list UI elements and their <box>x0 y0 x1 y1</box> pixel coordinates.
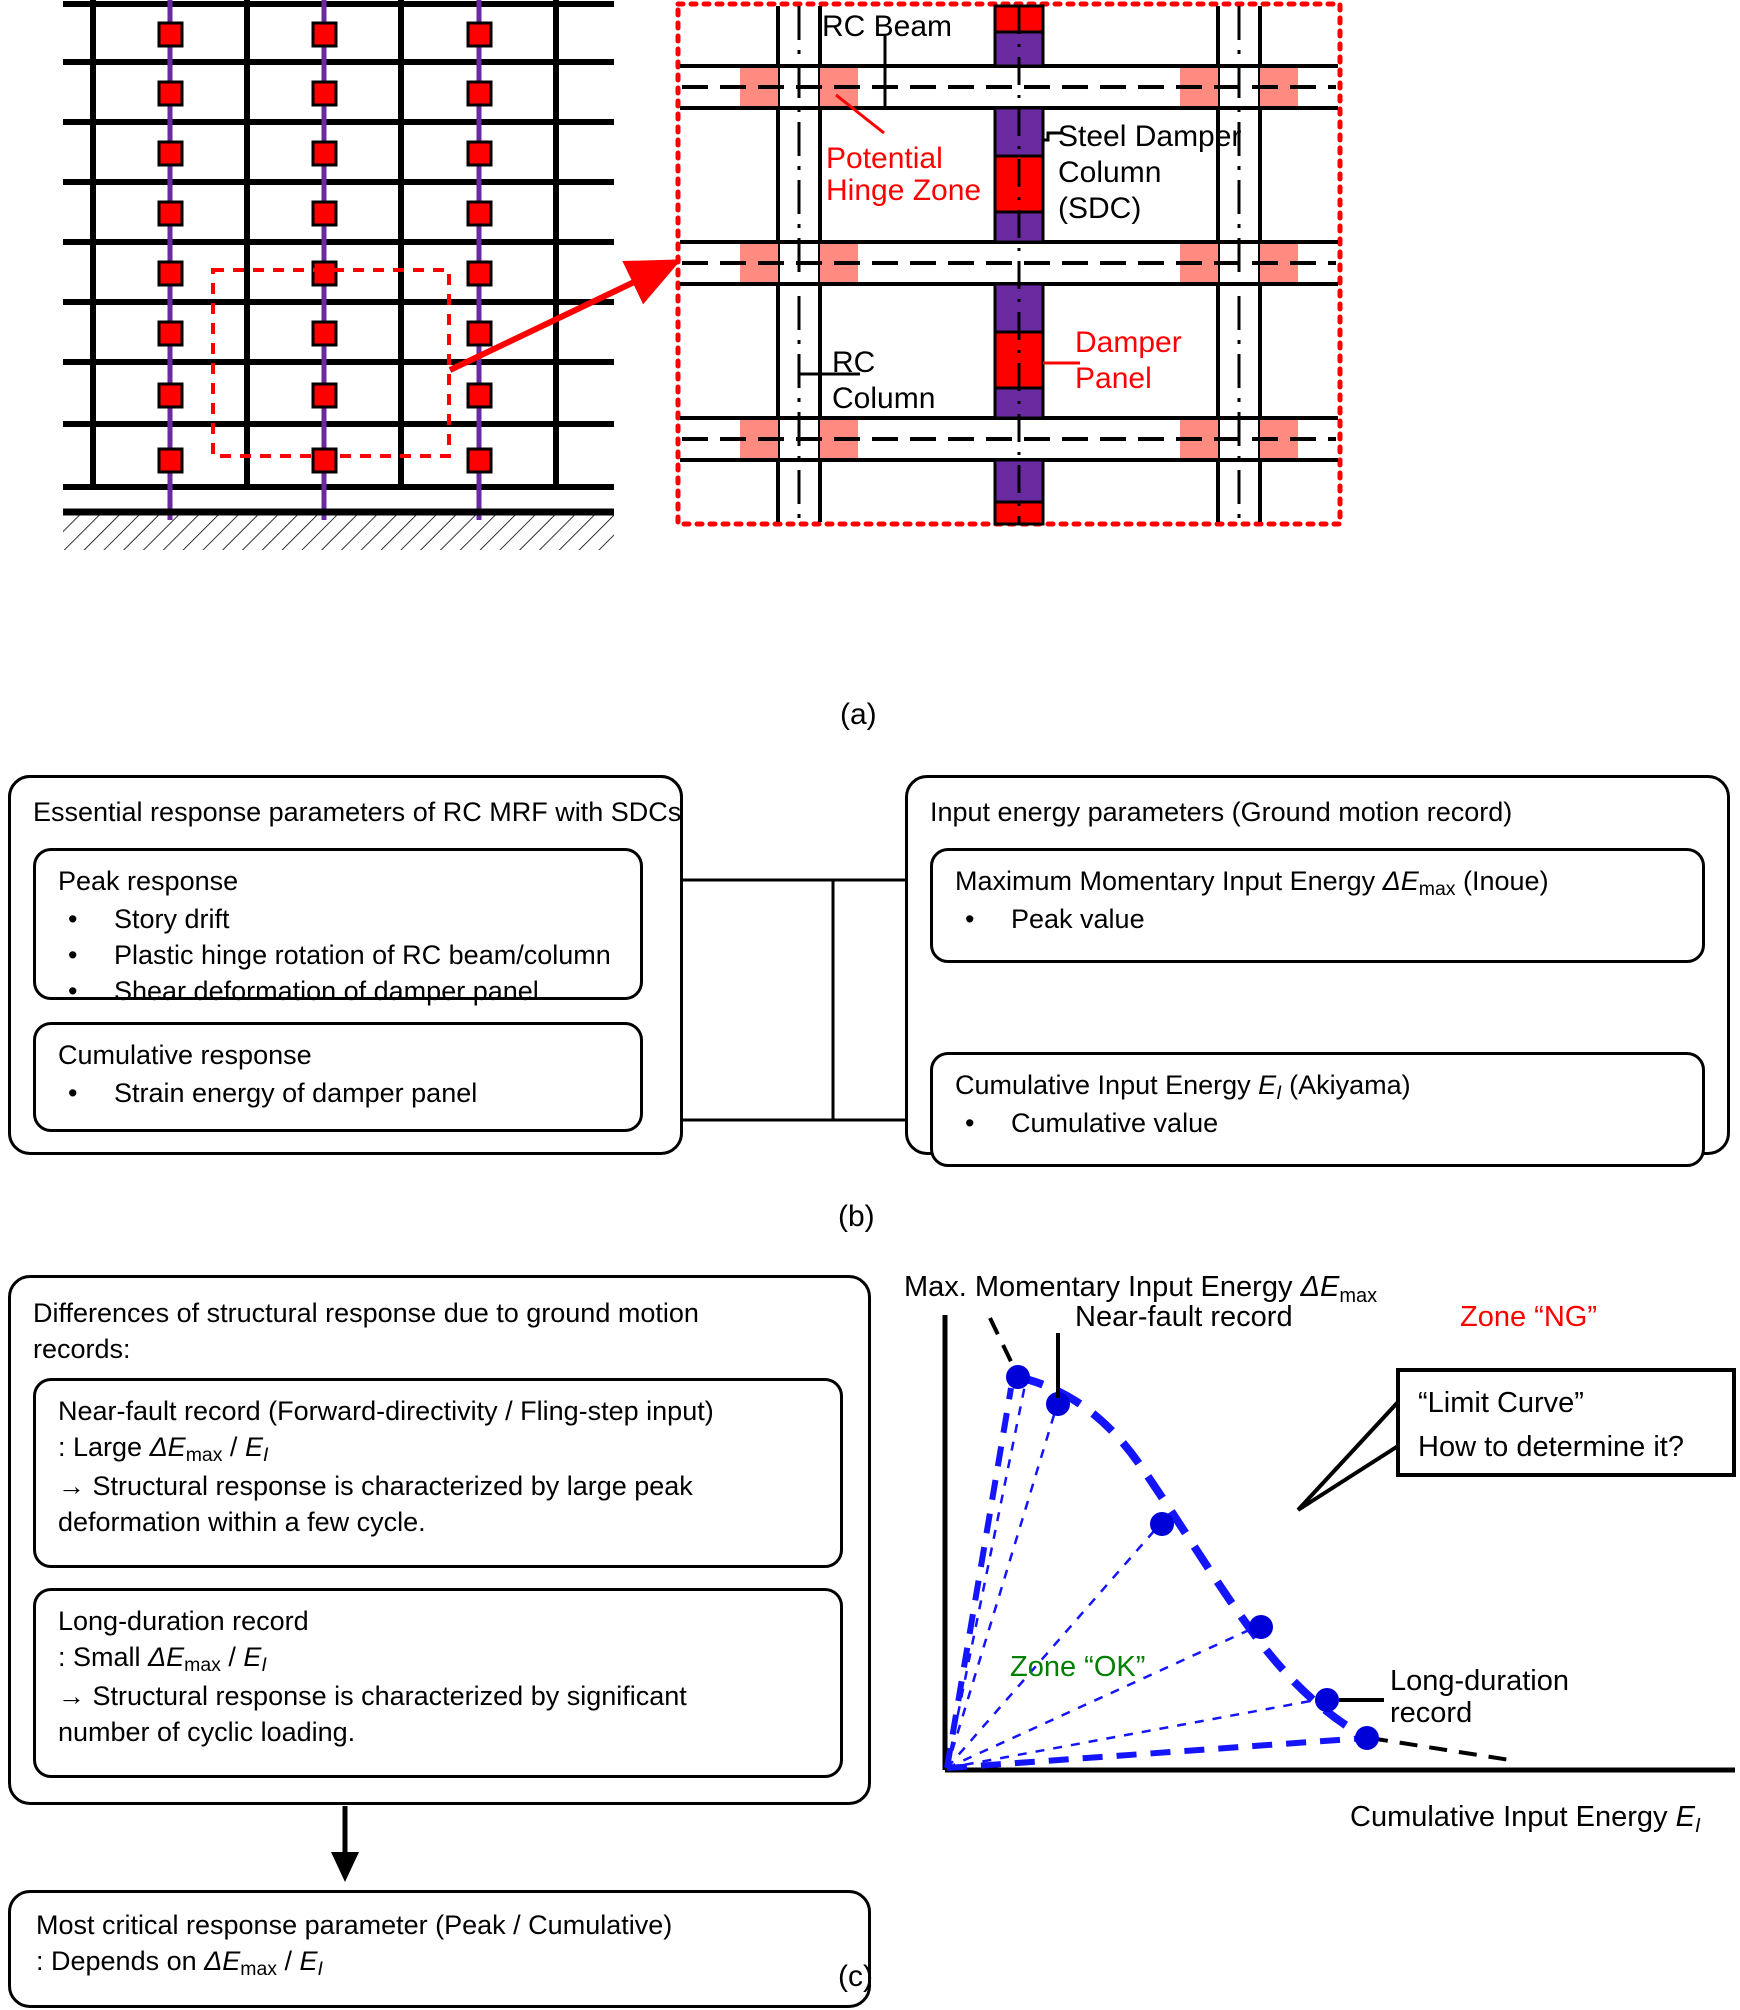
differences-title-line1: Differences of structural response due to ground motion <box>33 1298 699 1328</box>
bullet-icon: • <box>68 976 78 1007</box>
elevation-sdc-lines <box>170 0 479 520</box>
chart-x-axis-label <box>1350 1801 1701 1837</box>
ratio-sub-a: max <box>185 1444 223 1467</box>
ratio-mid: / <box>222 1432 245 1463</box>
differences-title-line2: records: <box>33 1334 131 1365</box>
elevation-beams <box>63 4 614 487</box>
sdc-label-line3: (SDC) <box>1058 192 1142 225</box>
ratio-pre: : Small <box>58 1642 149 1673</box>
bullet-icon: • <box>68 1078 78 1108</box>
rc-column-label-line2: Column <box>832 382 936 415</box>
sdc-label-line1: Steel Damper <box>1058 120 1242 153</box>
differences-title <box>33 1295 843 1367</box>
ylabel-sym: ΔE <box>1300 1271 1340 1303</box>
limit-curve-callout-line2: How to determine it? <box>1418 1431 1684 1463</box>
list-item-label: Plastic hinge rotation of RC beam/column <box>114 940 611 971</box>
bullet-icon: • <box>68 904 78 934</box>
max-momentary-energy-title <box>955 863 1549 902</box>
ratio-sym-a: ΔE <box>148 1642 185 1673</box>
near-fault-line2 <box>58 1429 828 1468</box>
near-fault-line4: deformation within a few cycle. <box>58 1507 426 1538</box>
panel-c-arrow <box>331 1806 359 1882</box>
chart-ray-upper-bound <box>947 1388 1011 1768</box>
long-duration-record-annotation-line1: Long-duration <box>1390 1665 1569 1697</box>
limit-curve-chart <box>890 1270 1740 1950</box>
max-momentary-items <box>955 901 1695 937</box>
chart-ray-lower-bound <box>947 1738 1366 1768</box>
list-item-label: Story drift <box>114 904 230 934</box>
data-point <box>1006 1365 1030 1389</box>
list-item <box>955 1105 1695 1141</box>
long-duration-line4: number of cyclic loading. <box>58 1717 356 1748</box>
limit-curve-callout-leaders <box>1298 1402 1398 1510</box>
near-fault-text <box>58 1393 828 1540</box>
title-text-pre: Cumulative Input Energy <box>955 1070 1259 1100</box>
ratio-sym-b: E <box>243 1642 262 1673</box>
list-item-label: Strain energy of damper panel <box>114 1078 478 1108</box>
near-fault-record-box <box>33 1378 843 1568</box>
long-duration-record-box <box>33 1588 843 1778</box>
ratio-sub-a: max <box>240 1958 277 1981</box>
conclusion-line1: Most critical response parameter (Peak / Cumulative) <box>36 1910 673 1940</box>
data-point <box>1315 1688 1339 1712</box>
cumulative-response-items <box>58 1075 633 1111</box>
long-duration-text <box>58 1603 828 1750</box>
list-item-label: Peak value <box>1011 904 1145 934</box>
ratio-sym-a: ΔE <box>149 1432 186 1463</box>
rc-column-label-line1: RC <box>832 346 876 379</box>
data-point <box>1249 1615 1273 1639</box>
input-energy-title: Input energy parameters (Ground motion record) <box>930 797 1513 827</box>
cumulative-energy-items <box>955 1105 1695 1141</box>
xlabel-sym: E <box>1675 1801 1695 1833</box>
xlabel-sub: I <box>1694 1815 1701 1837</box>
xlabel-pre: Cumulative Input Energy <box>1350 1801 1676 1833</box>
list-item <box>58 1075 633 1111</box>
near-fault-record-annotation: Near-fault record <box>1075 1301 1293 1333</box>
cumulative-response-box <box>33 1022 643 1132</box>
rc-beam-label: RC Beam <box>822 10 953 43</box>
list-item <box>58 901 633 937</box>
essential-response-title: Essential response parameters of RC MRF with SDCs <box>33 797 682 827</box>
peak-response-box <box>33 848 643 1007</box>
cumulative-energy-box <box>930 1052 1705 1167</box>
frame-detail <box>678 4 1340 524</box>
panel-c-label: (c) <box>838 1960 873 1993</box>
potential-hinge-label-line1: Potential <box>826 142 943 175</box>
cumulative-response-title: Cumulative response <box>58 1040 312 1070</box>
title-subscript: I <box>1276 1081 1282 1104</box>
zone-ok-annotation: Zone “OK” <box>1010 1651 1146 1683</box>
damper-panel-label-line2: Panel <box>1075 362 1152 395</box>
ratio-mid: / <box>220 1642 244 1673</box>
title-text-pre: Maximum Momentary Input Energy <box>955 866 1383 896</box>
ylabel-sub: max <box>1339 1285 1378 1307</box>
title-subscript: max <box>1418 877 1456 900</box>
ratio-pre: : Large <box>58 1432 150 1463</box>
bullet-icon: • <box>965 1108 975 1138</box>
peak-response-title: Peak response <box>58 866 239 896</box>
title-symbol: ΔE <box>1382 866 1419 896</box>
list-item <box>58 973 633 1009</box>
ratio-sym-a: ΔE <box>204 1946 241 1977</box>
title-symbol: E <box>1258 1070 1277 1100</box>
chart-limit-curve <box>1018 1377 1368 1738</box>
panel-a-label: (a) <box>840 698 877 731</box>
ratio-sub-b: I <box>262 1444 269 1467</box>
chart-data-points <box>1006 1365 1379 1750</box>
list-item-label: Shear deformation of damper panel <box>114 976 539 1007</box>
conclusion-line2 <box>36 1943 856 1982</box>
sdc-label-line2: Column <box>1058 156 1162 189</box>
ratio-sub-a: max <box>184 1654 221 1677</box>
zone-ng-annotation: Zone “NG” <box>1460 1301 1597 1333</box>
long-duration-line1: Long-duration record <box>58 1606 309 1636</box>
bullet-icon: • <box>68 940 78 971</box>
ratio-pre: : Depends on <box>36 1946 205 1977</box>
limit-curve-callout-line1: “Limit Curve” <box>1418 1387 1584 1419</box>
damper-panel-label-line1: Damper <box>1075 326 1182 359</box>
ratio-sub-b: I <box>261 1654 267 1677</box>
max-momentary-energy-box <box>930 848 1705 963</box>
title-text-post: (Inoue) <box>1455 866 1549 896</box>
ratio-sym-b: E <box>299 1946 318 1977</box>
long-duration-record-annotation-line2: record <box>1390 1697 1473 1729</box>
near-fault-line3: → Structural response is characterized by large peak <box>58 1471 693 1502</box>
limit-curve-chart-svg <box>890 1270 1740 1950</box>
list-item <box>58 937 633 973</box>
bullet-icon: • <box>965 904 975 934</box>
data-point <box>1150 1512 1174 1536</box>
ratio-mid: / <box>276 1946 300 1977</box>
ratio-sym-b: E <box>244 1432 263 1463</box>
long-duration-line2 <box>58 1639 828 1678</box>
conclusion-text <box>36 1907 856 1982</box>
frame-elevation <box>63 0 676 550</box>
panel-a-svg <box>0 0 1740 700</box>
cumulative-energy-title <box>955 1067 1411 1106</box>
chart-radial-rays <box>947 1380 1327 1768</box>
list-item <box>955 901 1695 937</box>
ratio-sub-b: I <box>317 1958 323 1981</box>
long-duration-line3: → Structural response is characterized by significant <box>58 1681 687 1712</box>
ground-hatch <box>63 515 614 550</box>
conclusion-box <box>8 1890 871 2008</box>
panel-a-figure <box>0 0 1740 700</box>
title-text-post: (Akiyama) <box>1281 1070 1411 1100</box>
list-item-label: Cumulative value <box>1011 1108 1219 1138</box>
peak-response-items <box>58 901 633 1010</box>
near-fault-line1: Near-fault record (Forward-directivity / Fling-step input) <box>58 1396 714 1426</box>
data-point <box>1355 1726 1379 1750</box>
potential-hinge-label-line2: Hinge Zone <box>826 174 982 207</box>
panel-b-label: (b) <box>838 1200 875 1233</box>
chart-asymptote-lower <box>1370 1738 1510 1760</box>
ylabel-pre: Max. Momentary Input Energy <box>904 1271 1301 1303</box>
